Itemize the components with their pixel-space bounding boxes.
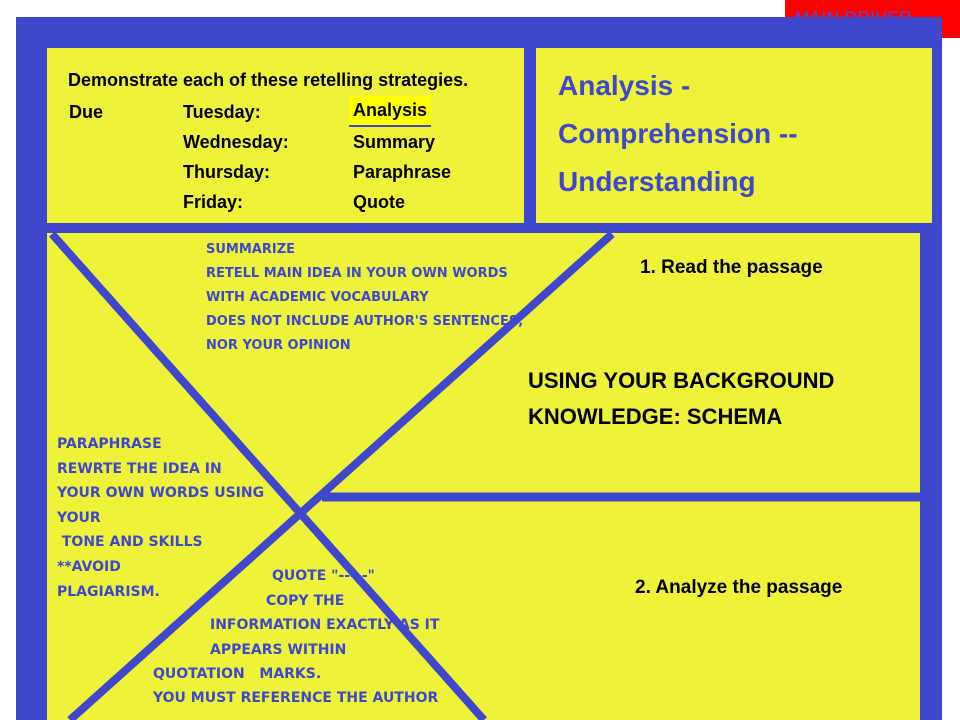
due-label: Due [69,102,104,122]
schedule-strategy-paraphrase: Paraphrase [353,162,452,182]
summarize-line: SUMMARIZE [206,242,296,257]
paraphrase-line: YOUR [57,509,101,526]
schedule-strategy-quote: Quote [353,192,405,212]
title-line-1: Analysis - [558,70,691,101]
schedule-heading: Demonstrate each of these retelling strategies. [68,70,469,90]
paraphrase-line: TONE AND SKILLS [57,534,203,551]
title-line-3: Understanding [558,166,756,197]
paraphrase-line: REWRTE THE IDEA IN [57,460,222,477]
summarize-block [206,238,523,358]
schema-line-1: USING YOUR BACKGROUND [528,368,835,393]
paraphrase-line: **AVOID [57,558,121,575]
quote-line: QUOTATION MARKS. [153,666,322,682]
quote-line: INFORMATION EXACTLY AS IT [210,617,440,633]
summarize-line: DOES NOT INCLUDE AUTHOR'S SENTENCES, [206,314,524,329]
quote-line: APPEARS WITHIN [210,642,347,658]
quote-line: QUOTE "-----" [272,568,375,584]
schedule-day-wednesday: Wednesday: [183,132,289,152]
paraphrase-line: PARAPHRASE [57,436,162,452]
schedule-day-thursday: Thursday: [183,162,271,182]
schedule-day-tuesday: Tuesday: [183,102,261,122]
quote-line: YOU MUST REFERENCE THE AUTHOR [153,690,439,706]
summarize-line: RETELL MAIN IDEA IN YOUR OWN WORDS [206,266,508,281]
step-2-label: 2. Analyze the passage [635,577,843,598]
schedule-strategy-analysis: Analysis [349,96,431,127]
paraphrase-block [57,432,264,604]
paraphrase-line: YOUR OWN WORDS USING [57,485,265,502]
summarize-line: NOR YOUR OPINION [206,338,351,353]
quote-line: COPY THE [266,593,345,609]
title-line-2: Comprehension -- [558,118,798,149]
step-1-label: 1. Read the passage [640,257,823,278]
schedule-day-friday: Friday: [183,192,244,212]
schema-line-2: KNOWLEDGE: SCHEMA [528,404,783,429]
summarize-line: WITH ACADEMIC VOCABULARY [206,290,429,305]
schedule-strategy-summary: Summary [353,132,436,152]
paraphrase-line: PLAGIARISM. [57,583,160,600]
